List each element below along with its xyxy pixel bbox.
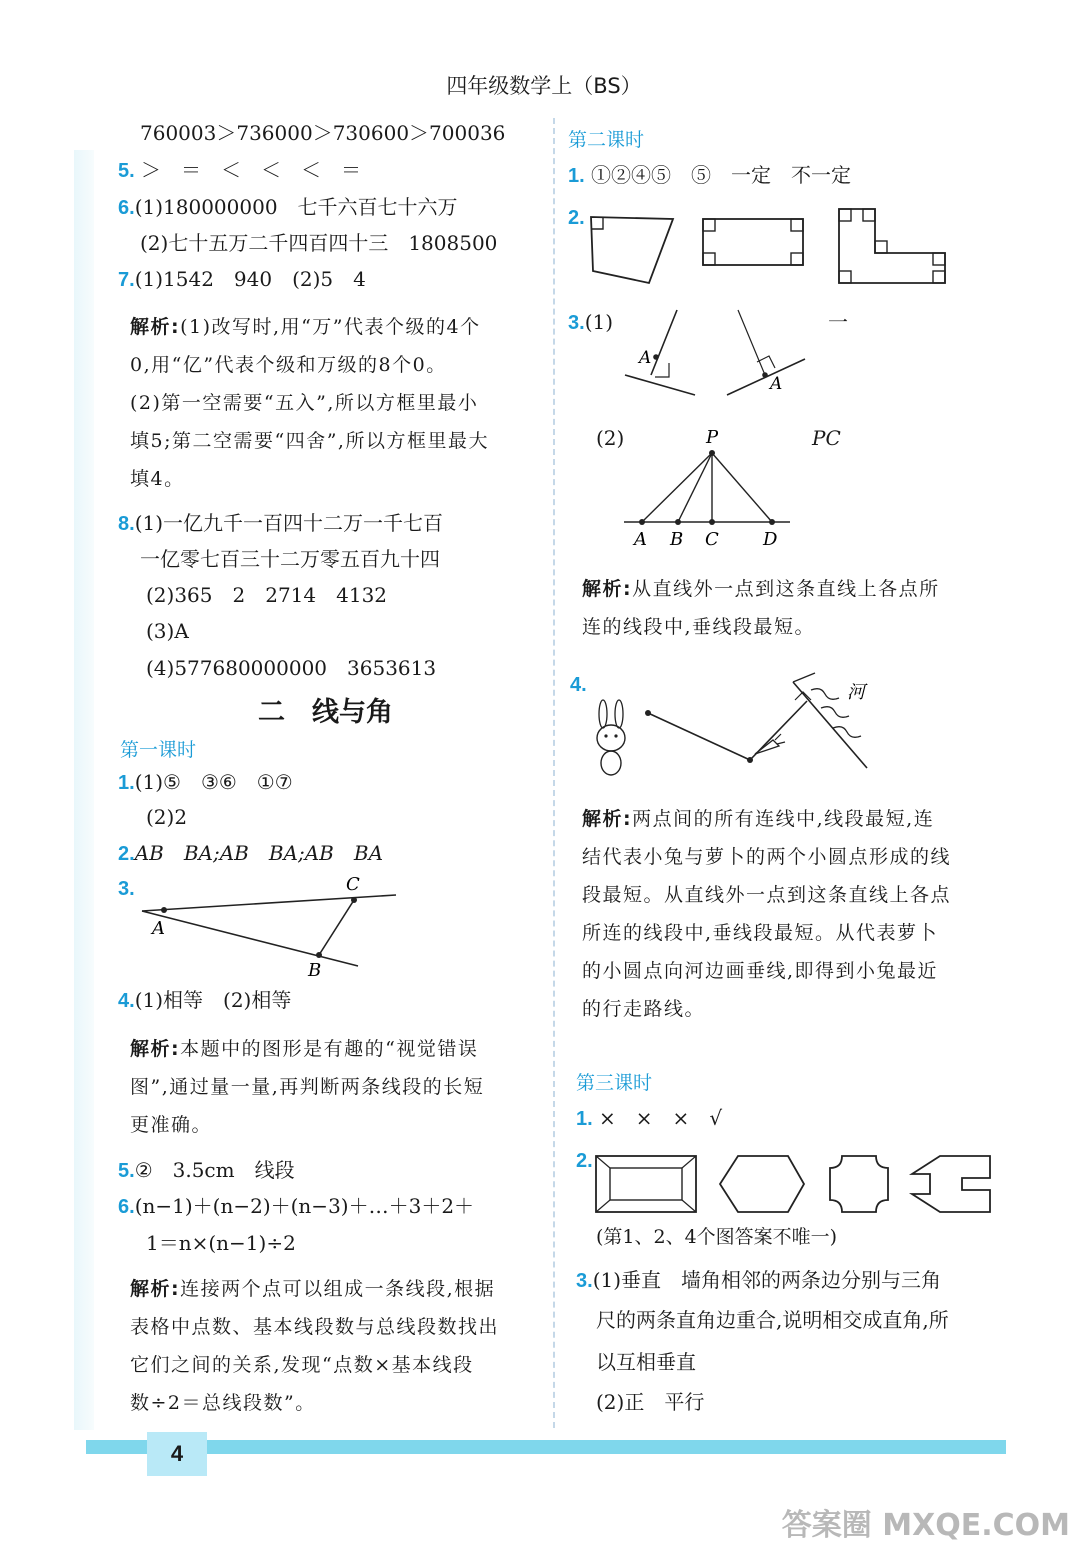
- note-line: 图”,通过量一量,再判断两条线段的长短: [130, 1076, 485, 1098]
- answer-line: [118, 843, 383, 864]
- question-number: 4.: [570, 674, 587, 696]
- footer-band: [86, 1440, 1006, 1454]
- perpendicular-shapes-diagram: [592, 1150, 992, 1220]
- answer-line: 尺的两条直角边重合,说明相交成直角,所: [596, 1308, 949, 1332]
- answer-text: (1)180000000 七千六百七十六万: [134, 195, 458, 219]
- right-angle-shapes-diagram: [585, 205, 955, 295]
- question-number: 2.: [568, 207, 585, 229]
- answer-line: (2)正 平行: [596, 1390, 705, 1414]
- analysis-label: 解析:: [130, 316, 181, 338]
- analysis-note: [582, 800, 992, 1028]
- answer-line: [568, 312, 613, 333]
- note-line: 结代表小兔与萝卜的两个小圆点形成的线: [582, 846, 952, 868]
- question-number: 6.: [118, 1196, 135, 1218]
- point-label: A: [770, 374, 783, 394]
- question-number: 6.: [118, 197, 135, 219]
- answer-line: (2)七十五万二千四百四十三 1808500: [140, 231, 498, 255]
- question-number: 3.: [568, 312, 585, 334]
- answer-line: [568, 165, 851, 186]
- carrot-icon: [755, 734, 785, 754]
- section-heading: 第三课时: [576, 1072, 653, 1094]
- unit-title: 二 线与角: [258, 697, 393, 728]
- note-line: 的行走路线。: [582, 998, 706, 1020]
- answer-line: (4)577680000000 3653613: [146, 656, 437, 680]
- answer-line: [576, 1270, 941, 1291]
- point-label: A: [639, 348, 652, 368]
- question-number: 8.: [118, 513, 135, 535]
- answer-text: AB BA;AB BA;AB BA: [134, 841, 384, 865]
- question-number: 3.: [118, 878, 135, 900]
- point-label: A: [152, 918, 165, 939]
- note-line: 它们之间的关系,发现“点数×基本线段: [130, 1354, 474, 1376]
- analysis-label: 解析:: [582, 808, 633, 830]
- note-line: 两点间的所有连线中,线段最短,连: [632, 808, 935, 830]
- line-segment-diagram: [130, 870, 410, 985]
- answer-line: 760003＞736000＞730600＞700036: [140, 121, 506, 145]
- answer-line: [118, 990, 291, 1011]
- answer-line: [118, 513, 443, 534]
- note-line: 所连的线段中,垂线段最短。从代表萝卜: [582, 922, 939, 944]
- watermark: 答案圈 MXQE.COM: [781, 1508, 1070, 1543]
- left-margin-stripe: [74, 150, 94, 1430]
- note-line: 0,用“亿”代表个级和万级的8个0。: [130, 354, 447, 376]
- answer-text: (1)一亿九千一百四十二万一千七百: [134, 511, 444, 535]
- answer-text: (1)相等 (2)相等: [134, 988, 292, 1012]
- column-divider: [553, 118, 555, 1428]
- answer-text: × × × √: [599, 1106, 723, 1130]
- question-number: 1.: [118, 772, 135, 794]
- question-number: 5.: [118, 1160, 135, 1182]
- point-label: B: [670, 529, 684, 550]
- answer-line: [118, 269, 366, 290]
- analysis-note: [130, 308, 540, 498]
- point-label: C: [705, 529, 719, 550]
- note-line: 填5;第二空需要“四舍”,所以方框里最大: [130, 430, 489, 452]
- analysis-note: [130, 1270, 540, 1422]
- answer-line: (3)A: [146, 619, 189, 643]
- analysis-note: [130, 1030, 540, 1144]
- point-label: P: [706, 427, 719, 448]
- analysis-note: [582, 570, 992, 646]
- note-line: (2)第一空需要“五入”,所以方框里最小: [130, 392, 479, 414]
- analysis-label: 解析:: [130, 1038, 181, 1060]
- answer-text: (1)1542 940 (2)5 4: [134, 267, 366, 291]
- answer-text: ② 3.5cm 线段: [134, 1158, 295, 1182]
- question-number: 2.: [118, 843, 135, 865]
- point-label: C: [346, 874, 360, 895]
- answer-line: 1＝n×(n−1)÷2: [146, 1231, 296, 1255]
- page-header: 四年级数学上（BS）: [446, 74, 642, 98]
- answer-text: (1)⑤ ③⑥ ①⑦: [134, 770, 293, 794]
- answer-note: (第1、2、4个图答案不唯一): [596, 1226, 838, 1248]
- note-line: 从直线外一点到这条直线上各点所: [632, 578, 940, 600]
- river-label: 河: [847, 682, 865, 703]
- perpendicular-diagram: [615, 305, 815, 405]
- answer-line: [576, 1108, 722, 1129]
- page-number: 4: [147, 1432, 207, 1476]
- answer-text: ＞ ＝ ＜ ＜ ＜ ＝: [141, 158, 362, 182]
- section-heading: 第二课时: [568, 129, 645, 151]
- note-line: 更准确。: [130, 1114, 213, 1136]
- note-line: 填4。: [130, 468, 185, 490]
- note-line: 的小圆点向河边画垂线,即得到小兔最近: [582, 960, 939, 982]
- question-number: 3.: [576, 1270, 593, 1292]
- answer-text: (1): [584, 310, 614, 334]
- question-number: 2.: [576, 1150, 593, 1172]
- note-line: 本题中的图形是有趣的“视觉错误: [180, 1038, 479, 1060]
- note-line: 连接两个点可以组成一条线段,根据: [180, 1278, 496, 1300]
- point-label: B: [308, 960, 322, 981]
- answer-line: [118, 1160, 295, 1181]
- answer-text: ①②④⑤ ⑤ 一定 不一定: [591, 163, 852, 187]
- rabbit-icon: [597, 700, 625, 775]
- point-label: D: [763, 529, 778, 550]
- answer-line: 以互相垂直: [596, 1350, 696, 1374]
- analysis-label: 解析:: [130, 1278, 181, 1300]
- question-number: 1.: [576, 1108, 593, 1130]
- note-line: (1)改写时,用“万”代表个级的4个: [180, 316, 481, 338]
- note-line: 数÷2＝总线段数”。: [130, 1392, 316, 1414]
- note-line: 表格中点数、基本线段数与总线段数找出: [130, 1316, 500, 1338]
- perpendicular-segments-diagram: [620, 425, 800, 550]
- question-number: 4.: [118, 990, 135, 1012]
- answer-text: 一: [828, 310, 848, 334]
- answer-line: [118, 197, 458, 218]
- answer-line: (2)365 2 2714 4132: [146, 583, 388, 607]
- point-label: A: [634, 529, 647, 550]
- question-number: 1.: [568, 165, 585, 187]
- rabbit-carrot-river-diagram: [585, 668, 885, 783]
- question-number: 7.: [118, 269, 135, 291]
- answer-text: (2): [596, 426, 625, 450]
- answer-text: (n−1)＋(n−2)＋(n−3)＋…＋3＋2＋: [134, 1194, 475, 1218]
- answer-line: (2)2: [146, 805, 188, 829]
- answer-line: [118, 160, 361, 181]
- analysis-label: 解析:: [582, 578, 633, 600]
- section-heading: 第一课时: [120, 739, 197, 761]
- answer-line: [118, 1196, 474, 1217]
- answer-line: 一亿零七百三十二万零五百九十四: [140, 547, 440, 571]
- note-line: 段最短。从直线外一点到这条直线上各点: [582, 884, 952, 906]
- answer-text: (1)垂直 墙角相邻的两条边分别与三角: [592, 1268, 942, 1292]
- answer-text: PC: [812, 426, 841, 450]
- note-line: 连的线段中,垂线段最短。: [582, 616, 816, 638]
- question-number: 5.: [118, 160, 135, 182]
- answer-line: [118, 772, 293, 793]
